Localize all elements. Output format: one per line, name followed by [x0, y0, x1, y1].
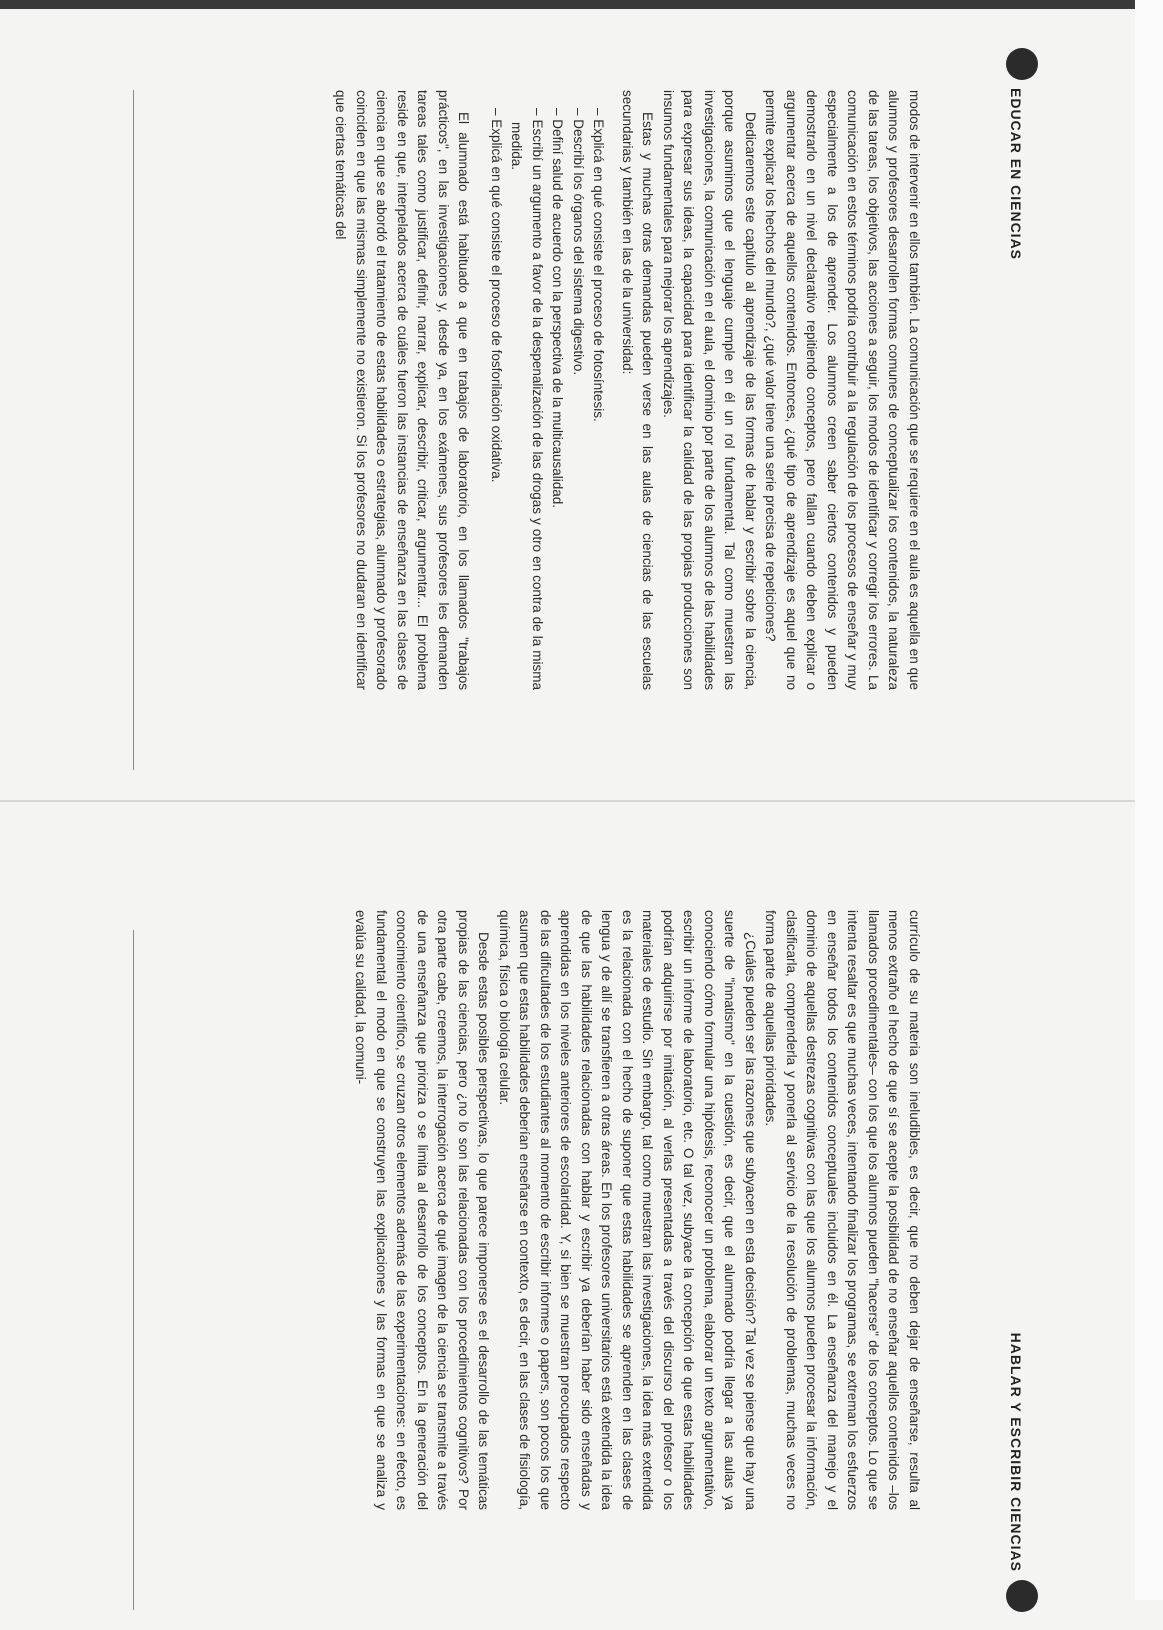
paragraph: modos de intervenir en ellos también. La comunicación que se requiere en el aula es aquella en que alumnos y profesores desarrollen formas comunes de conceptualizar los contenidos, la naturaleza de las tareas, los objetivos, las acciones a seguir, los modos de identificar y corregir los errores. La comunicación en estos términos podría contribuir a la regulación de los procesos de enseñar y muy especialmente a los de aprender. Los alumnos creen saber ciertos contenidos y pueden demostrarlo en un nivel declarativo repitiendo conceptos, pero fallan cuando deben explicar o argumentar acerca de aquellos contenidos. Entonces, ¿qué tipo de aprendizaje es aquel que no permite explicar los hechos del mundo?, ¿qué valor tiene una serie precisa de repeticiones?	[763, 90, 922, 690]
paragraph: Dedicaremos este capítulo al aprendizaje de las formas de hablar y escribir sobre la ciencia, porque asumimos que el lenguaje cumple en él un rol fundamental. Tal como muestran las investigaciones, la comunicación en el aula, el dominio por parte de los alumnos de las habilidades para expresar sus ideas, la capacidad para identificar la calidad de las propias producciones son insumos fundamentales para mejorar los aprendizajes.	[661, 90, 758, 690]
list-item: – Describí los órganos del sistema digestivo.	[568, 108, 589, 690]
left-page	[24, 30, 1124, 830]
left-page-body	[330, 90, 924, 690]
paragraph: ¿Cuáles pueden ser las razones que subyacen en esta decisión? Tal vez se piense que hay una suerte de "innatismo" en la cuestión, es decir, que el alumnado podría llegar a las aulas ya conociendo cómo formular una hipótesis, reconocer un problema, elaborar un texto argumentativo, escribir un informe de laboratorio, etc. O tal vez, subyace la concepción de que estas habilidades podrían adquirirse por imitación, al verlas presentadas a través del discurso del profesor o los materiales de estudio. Sin embargo, tal como muestran las investigaciones, la idea más extendida es la relacionada con el hecho de suponer que estas habilidades se aprenden en las clases de lengua y de allí se transfieren a otras áreas. En los profesores universitarios está extendida la idea de que las habilidades relacionadas con hablar y escribir ya deberían haber sido enseñadas y aprendidas en los niveles anteriores de escolaridad. Y, si bien se muestran preocupados respecto de las dificultades de los estudiantes al momento de escribir informes o papers, son pocos los que asumen que estas habilidades deberían enseñarse en contexto, es decir, en las clases de fisiología, química, física o biología celular.	[497, 910, 758, 1510]
paragraph: currículo de su materia son ineludibles, es decir, que no deben dejar de enseñarse, resulta al menos extraño el hecho de que sí se acepte la posibilidad de no enseñar aquellos contenidos –los llamados procedimentales– con los que los alumnos pueden "hacerse" de los conceptos. Lo que se intenta resaltar es que muchas veces, intentando finalizar los programas, se extreman los esfuerzos en enseñar todos los contenidos conceptuales incluidos en él. La enseñanza del manejo y el dominio de aquellas destrezas cognitivas con las que los alumnos pueden procesar la información, clasificarla, comprenderla y ponerla al servicio de la resolución de problemas, muchas veces no forma parte de aquellas prioridades.	[763, 910, 922, 1510]
footer-rule	[133, 90, 134, 770]
list-item: – Escribí un argumento a favor de la despenalización de las drogas y otro en contra de la misma medida.	[506, 108, 547, 690]
list-item: – Explicá en qué consiste el proceso de fosforilación oxidativa.	[486, 108, 507, 690]
running-head: HABLAR Y ESCRIBIR CIENCIAS	[1008, 1332, 1024, 1572]
paragraph: Desde estas posibles perspectivas, lo que parece imponerse es el desarrollo de las temáticas propias de las ciencias, pero ¿no lo son las relacionadas con los procedimientos cognitivos? Por otra parte cabe, creemos, la interrogación acerca de qué imagen de la ciencia se transmite a través de una enseñanza que prioriza o se limita al desarrollo de los conceptos. En la generación del conocimiento científico, se cruzan otros elementos además de las experimentaciones: en efecto, es fundamental el modo en que se construyen las explicaciones y las formas en que se analiza y evalúa su calidad, la comuni-	[353, 910, 492, 1510]
book-spread	[24, 30, 1124, 1630]
right-page-body	[350, 910, 924, 1510]
demand-list	[486, 108, 609, 690]
page-number-dot	[1006, 48, 1038, 80]
scan-top-edge	[0, 0, 1163, 9]
page-number-dot	[1006, 1580, 1038, 1612]
running-head: EDUCAR EN CIENCIAS	[1008, 88, 1024, 261]
paragraph: Estas y muchas otras demandas pueden verse en las aulas de ciencias de las escuelas secundarias y también en las de la universidad:	[620, 90, 656, 690]
right-page	[24, 830, 1124, 1630]
footer-rule	[133, 930, 134, 1610]
list-item: – Explicá en qué consiste el proceso de fotosíntesis.	[588, 108, 609, 690]
scan-right-margin	[1135, 0, 1163, 1600]
paragraph: El alumnado está habituado a que en trabajos de laboratorio, en los llamados "trabajos prácticos", en las investigaciones y, desde ya, en los exámenes, sus profesores les demanden tareas tales como justificar, definir, narrar, explicar, describir, criticar, argumentar... El problema reside en que, interpelados acerca de cuáles fueron las instancias de enseñanza en las clases de ciencia en que se abordó el tratamiento de estas habilidades o estrategias, alumnado y profesorado coinciden en que las mismas simplemente no existieron. Si los profesores no dudaran en identificar que ciertas temáticas del	[333, 90, 472, 690]
list-item: – Definí salud de acuerdo con la perspectiva de la multicausalidad.	[547, 108, 568, 690]
